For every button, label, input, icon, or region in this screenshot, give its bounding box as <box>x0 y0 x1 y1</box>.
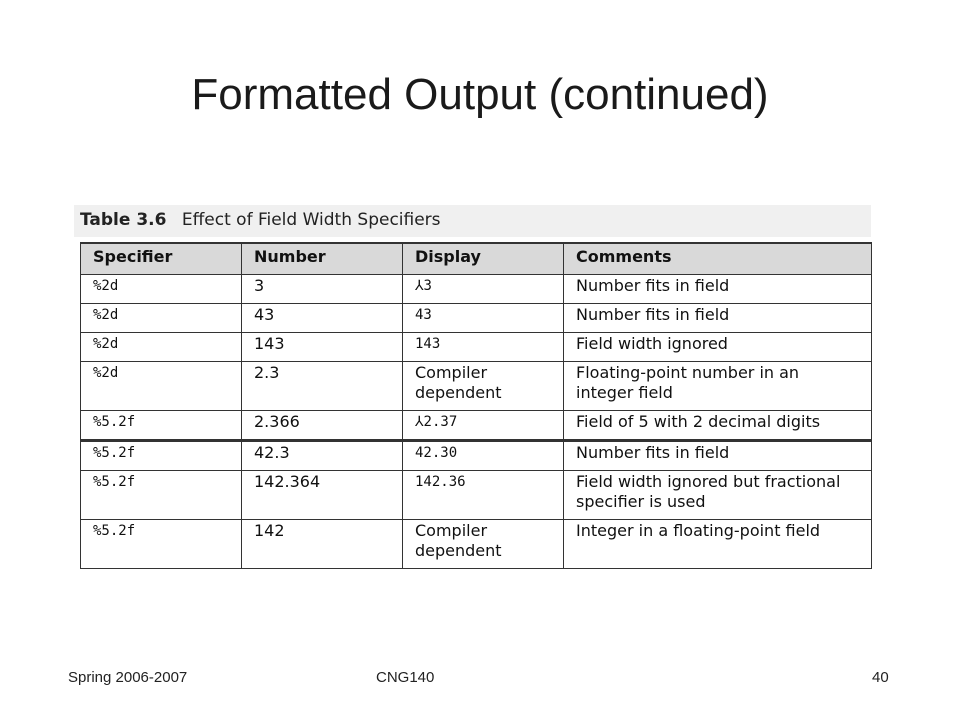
specifier-cell: %5.2f <box>81 441 242 471</box>
footer-course: CNG140 <box>376 669 435 686</box>
header-display: Display <box>403 243 564 275</box>
footer-date: Spring 2006-2007 <box>68 669 188 686</box>
table-row <box>81 275 872 304</box>
header-specifier: Specifier <box>81 243 242 275</box>
table-header-row <box>81 243 872 275</box>
header-comments: Comments <box>564 243 872 275</box>
table-number: Table 3.6 <box>80 210 167 230</box>
field-width-table <box>80 242 872 569</box>
header-number: Number <box>242 243 403 275</box>
number-cell: 42.3 <box>242 441 403 471</box>
display-cell: Compiler dependent <box>403 362 564 411</box>
number-cell: 2.3 <box>242 362 403 411</box>
display-cell: Compiler dependent <box>403 520 564 569</box>
number-cell: 43 <box>242 304 403 333</box>
table-row <box>81 441 872 471</box>
number-cell: 3 <box>242 275 403 304</box>
specifier-cell: %2d <box>81 275 242 304</box>
table-caption <box>80 206 441 234</box>
specifier-cell: %2d <box>81 304 242 333</box>
display-cell: ⅄3 <box>403 275 564 304</box>
display-cell: 143 <box>403 333 564 362</box>
number-cell: 142 <box>242 520 403 569</box>
table-row <box>81 520 872 569</box>
display-cell: 43 <box>403 304 564 333</box>
number-cell: 142.364 <box>242 471 403 520</box>
display-cell: ⅄2.37 <box>403 411 564 441</box>
comments-cell: Floating-point number in an integer field <box>564 362 872 411</box>
table-caption-text: Effect of Field Width Specifiers <box>181 210 441 230</box>
comments-cell: Number fits in field <box>564 275 872 304</box>
table-row <box>81 304 872 333</box>
comments-cell: Field width ignored but fractional specifier is used <box>564 471 872 520</box>
table-row <box>81 411 872 441</box>
specifier-cell: %5.2f <box>81 411 242 441</box>
specifier-cell: %5.2f <box>81 520 242 569</box>
slide-title: Formatted Output (continued) <box>191 70 769 119</box>
comments-cell: Number fits in field <box>564 304 872 333</box>
display-cell: 142.36 <box>403 471 564 520</box>
comments-cell: Integer in a floating-point field <box>564 520 872 569</box>
table-row <box>81 362 872 411</box>
comments-cell: Field of 5 with 2 decimal digits <box>564 411 872 441</box>
footer-page-number: 40 <box>872 669 889 686</box>
number-cell: 143 <box>242 333 403 362</box>
display-cell: 42.30 <box>403 441 564 471</box>
specifier-cell: %5.2f <box>81 471 242 520</box>
comments-cell: Number fits in field <box>564 441 872 471</box>
comments-cell: Field width ignored <box>564 333 872 362</box>
specifier-cell: %2d <box>81 333 242 362</box>
table-row <box>81 333 872 362</box>
number-cell: 2.366 <box>242 411 403 441</box>
table-row <box>81 471 872 520</box>
specifier-cell: %2d <box>81 362 242 411</box>
